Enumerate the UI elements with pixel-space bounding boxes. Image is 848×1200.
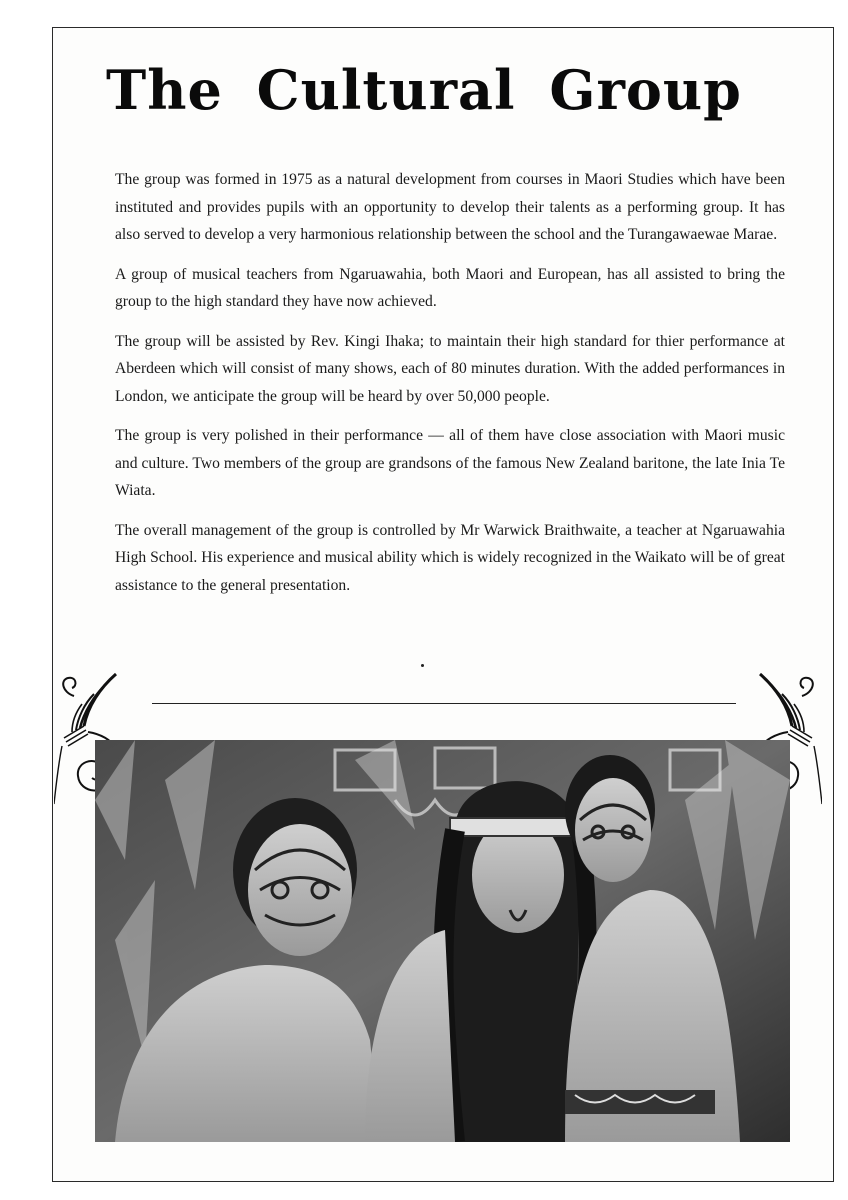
page-title: The Cultural Group [106,58,742,122]
paragraph-teachers: A group of musical teachers from Ngaruawahia, both Maori and European, has all assisted to bring the group to the high standard they have now achieved. [115,265,785,310]
divider-rule [152,703,736,704]
decorative-dot [421,664,424,667]
paragraph-polished: The group is very polished in their performance — all of them have close association with Maori music and culture. Two members of the group are grandsons of the famous New Zealand baritone, the late Inia Te Wiata. [115,427,785,499]
paragraph-performance: The group will be assisted by Rev. Kingi Ihaka; to maintain their high standard for thier performance at Aberdeen which will consist of many shows, each of 80 minutes duration. With the added performances in London, we anticipate the group will be heard by over 50,000 people. [115,332,785,405]
paragraph-management: The overall management of the group is controlled by Mr Warwick Braithwaite, a teacher at Ngaruawahia High School. His experience and musical ability which is widely recognized in the Waikato will be of great assistance to the general presentation. [115,521,785,594]
paragraph-formation: The group was formed in 1975 as a natural development from courses in Maori Studies which have been instituted and provides pupils with an opportunity to develop their talents as a performing group. It has also served to develop a very harmonious relationship between the school and the Turangawaewae Marae. [115,171,785,243]
article-body [115,166,785,611]
group-photo-illustration [95,740,790,1142]
group-photo [95,740,790,1142]
